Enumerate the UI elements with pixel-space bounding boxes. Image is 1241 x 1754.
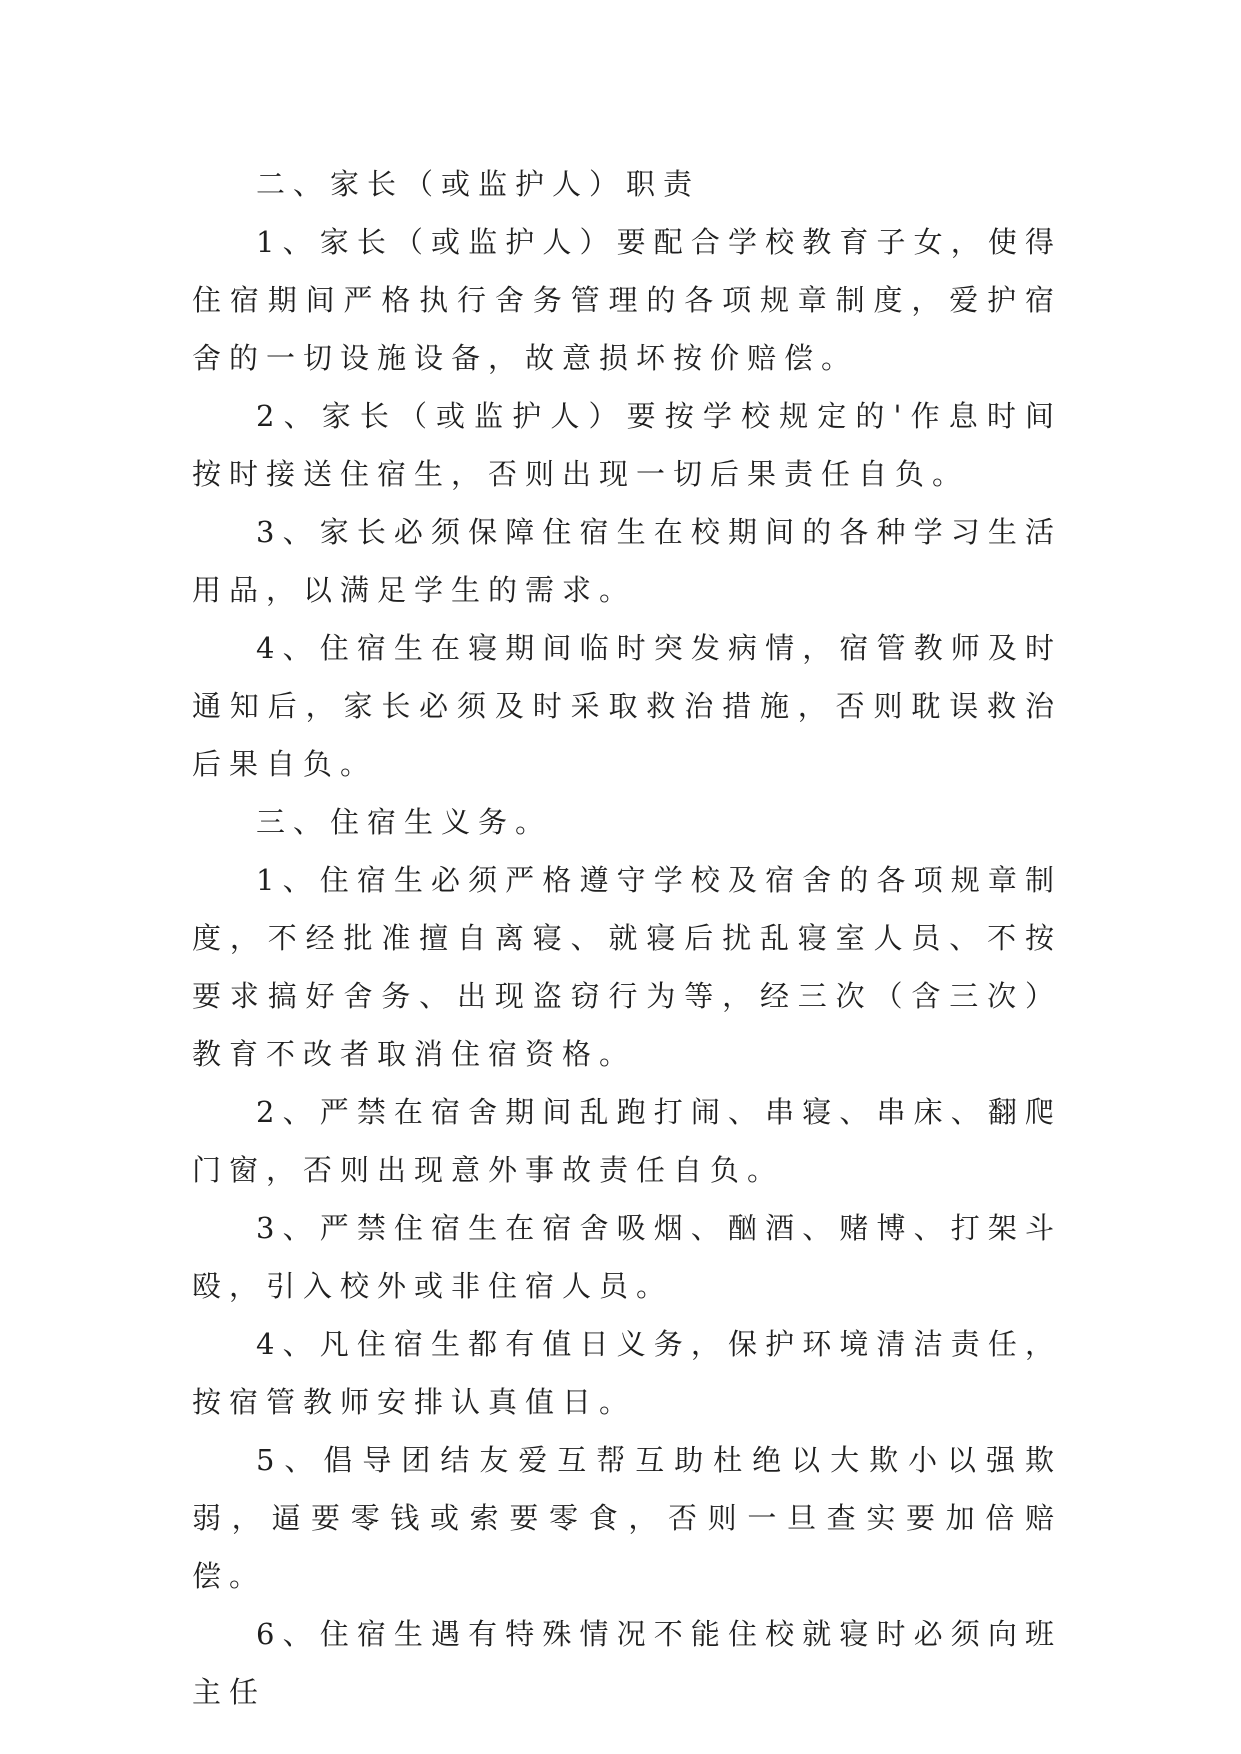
document-body — [192, 155, 1062, 1721]
section-heading-boarder-obligations: 三、住宿生义务。 — [256, 805, 553, 839]
parent-duty-item-2: 2、家长（或监护人）要按学校规定的'作息时间按时接送住宿生，否则出现一切后果责任自负。 — [192, 399, 1062, 491]
section-heading-parent-duties: 二、家长（或监护人）职责 — [256, 167, 701, 201]
parent-duty-item-3: 3、家长必须保障住宿生在校期间的各种学习生活用品，以满足学生的需求。 — [192, 515, 1062, 607]
boarder-obligation-item-1: 1、住宿生必须严格遵守学校及宿舍的各项规章制度，不经批准擅自离寝、就寝后扰乱寝室人员、不按要求搞好舍务、出现盗窃行为等，经三次（含三次）教育不改者取消住宿资格。 — [192, 863, 1062, 1071]
boarder-obligation-item-3: 3、严禁住宿生在宿舍吸烟、酗酒、赌博、打架斗殴，引入校外或非住宿人员。 — [192, 1211, 1062, 1303]
boarder-obligation-item-6: 6、住宿生遇有特殊情况不能住校就寝时必须向班主任 — [192, 1617, 1062, 1709]
boarder-obligation-item-4: 4、凡住宿生都有值日义务，保护环境清洁责任，按宿管教师安排认真值日。 — [192, 1327, 1062, 1419]
parent-duty-item-1: 1、家长（或监护人）要配合学校教育子女，使得住宿期间严格执行舍务管理的各项规章制度，爱护宿舍的一切设施设备，故意损坏按价赔偿。 — [192, 225, 1062, 375]
parent-duty-item-4: 4、住宿生在寝期间临时突发病情，宿管教师及时通知后，家长必须及时采取救治措施，否则耽误救治后果自负。 — [192, 631, 1062, 781]
boarder-obligation-item-5: 5、倡导团结友爱互帮互助杜绝以大欺小以强欺弱，逼要零钱或索要零食，否则一旦查实要加倍赔偿。 — [192, 1443, 1062, 1593]
boarder-obligation-item-2: 2、严禁在宿舍期间乱跑打闹、串寝、串床、翻爬门窗，否则出现意外事故责任自负。 — [192, 1095, 1062, 1187]
